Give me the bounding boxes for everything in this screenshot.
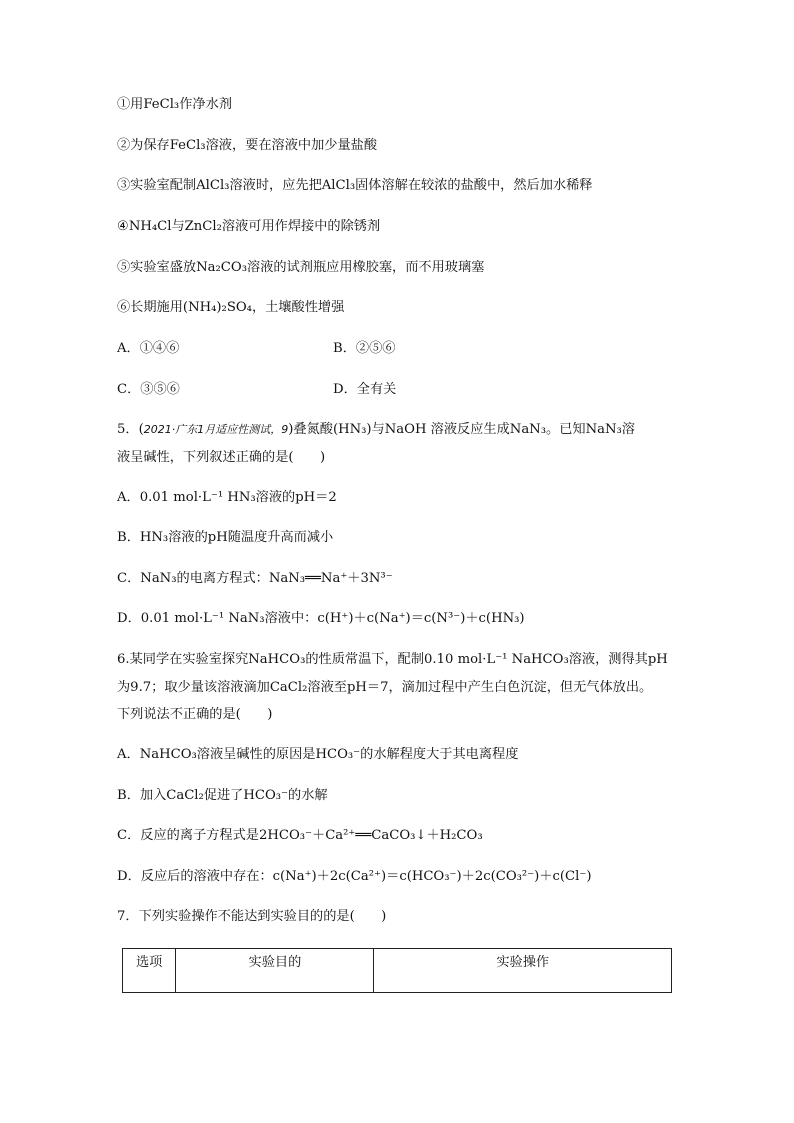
q5-stem-line1 xyxy=(117,421,635,439)
item-6: ⑥长期施用(NH₄)₂SO₄，土壤酸性增强 xyxy=(117,300,345,315)
q6-option-c: C．反应的离子方程式是2HCO₃⁻＋Ca²⁺══CaCO₃↓＋H₂CO₃ xyxy=(117,828,483,843)
q5-option-b: B．HN₃溶液的pH随温度升高而减小 xyxy=(117,530,334,545)
q5-stem-rest: )叠氮酸(HN₃)与NaOH 溶液反应生成NaN₃。已知NaN₃溶 xyxy=(288,422,635,437)
q5-stem-line2: 液呈碱性，下列叙述正确的是( ) xyxy=(117,450,326,465)
q5-option-a: A．0.01 mol·L⁻¹ HN₃溶液的pH＝2 xyxy=(117,490,337,505)
q4-option-c: C．③⑤⑥ xyxy=(117,382,180,397)
item-1: ①用FeCl₃作净水剂 xyxy=(117,97,232,112)
table-header-operation: 实验操作 xyxy=(374,949,672,993)
item-5: ⑤实验室盛放Na₂CO₃溶液的试剂瓶应用橡胶塞，而不用玻璃塞 xyxy=(117,260,485,275)
q6-stem-line2: 为9.7；取少量该溶液滴加CaCl₂溶液至pH＝7，滴加过程中产生白色沉淀，但无气体放出。 xyxy=(117,680,653,695)
experiment-table xyxy=(122,948,672,993)
q4-option-b: B．②⑤⑥ xyxy=(333,341,396,356)
q6-option-a: A．NaHCO₃溶液呈碱性的原因是HCO₃⁻的水解程度大于其电离程度 xyxy=(117,747,519,762)
table-header-option: 选项 xyxy=(123,949,176,993)
item-4: ④NH₄Cl与ZnCl₂溶液可用作焊接中的除锈剂 xyxy=(117,219,381,234)
q5-prefix: 5．( xyxy=(117,422,144,437)
q6-option-b: B．加入CaCl₂促进了HCO₃⁻的水解 xyxy=(117,788,328,803)
table-header-row xyxy=(123,949,672,993)
q4-option-a: A．①④⑥ xyxy=(117,341,180,356)
q5-source: 2021·广东1月适应性测试，9 xyxy=(143,423,289,436)
q7-stem: 7．下列实验操作不能达到实验目的的是( ) xyxy=(117,909,387,924)
item-2: ②为保存FeCl₃溶液，要在溶液中加少量盐酸 xyxy=(117,138,378,153)
q5-option-d: D．0.01 mol·L⁻¹ NaN₃溶液中：c(H⁺)＋c(Na⁺)＝c(N³⁻)＋c(HN₃) xyxy=(117,611,525,626)
table-header-purpose: 实验目的 xyxy=(176,949,374,993)
q6-option-d: D．反应后的溶液中存在：c(Na⁺)＋2c(Ca²⁺)＝c(HCO₃⁻)＋2c(CO₃²⁻)＋c(Cl⁻) xyxy=(117,869,592,884)
q4-option-d: D．全有关 xyxy=(333,382,397,397)
q6-stem-line1: 6.某同学在实验室探究NaHCO₃的性质常温下，配制0.10 mol·L⁻¹ NaHCO₃溶液，测得其pH xyxy=(117,652,668,667)
q5-option-c: C．NaN₃的电离方程式：NaN₃══Na⁺＋3N³⁻ xyxy=(117,571,393,586)
item-3: ③实验室配制AlCl₃溶液时，应先把AlCl₃固体溶解在较浓的盐酸中，然后加水稀释 xyxy=(117,178,593,193)
q6-stem-line3: 下列说法不正确的是( ) xyxy=(117,707,273,722)
